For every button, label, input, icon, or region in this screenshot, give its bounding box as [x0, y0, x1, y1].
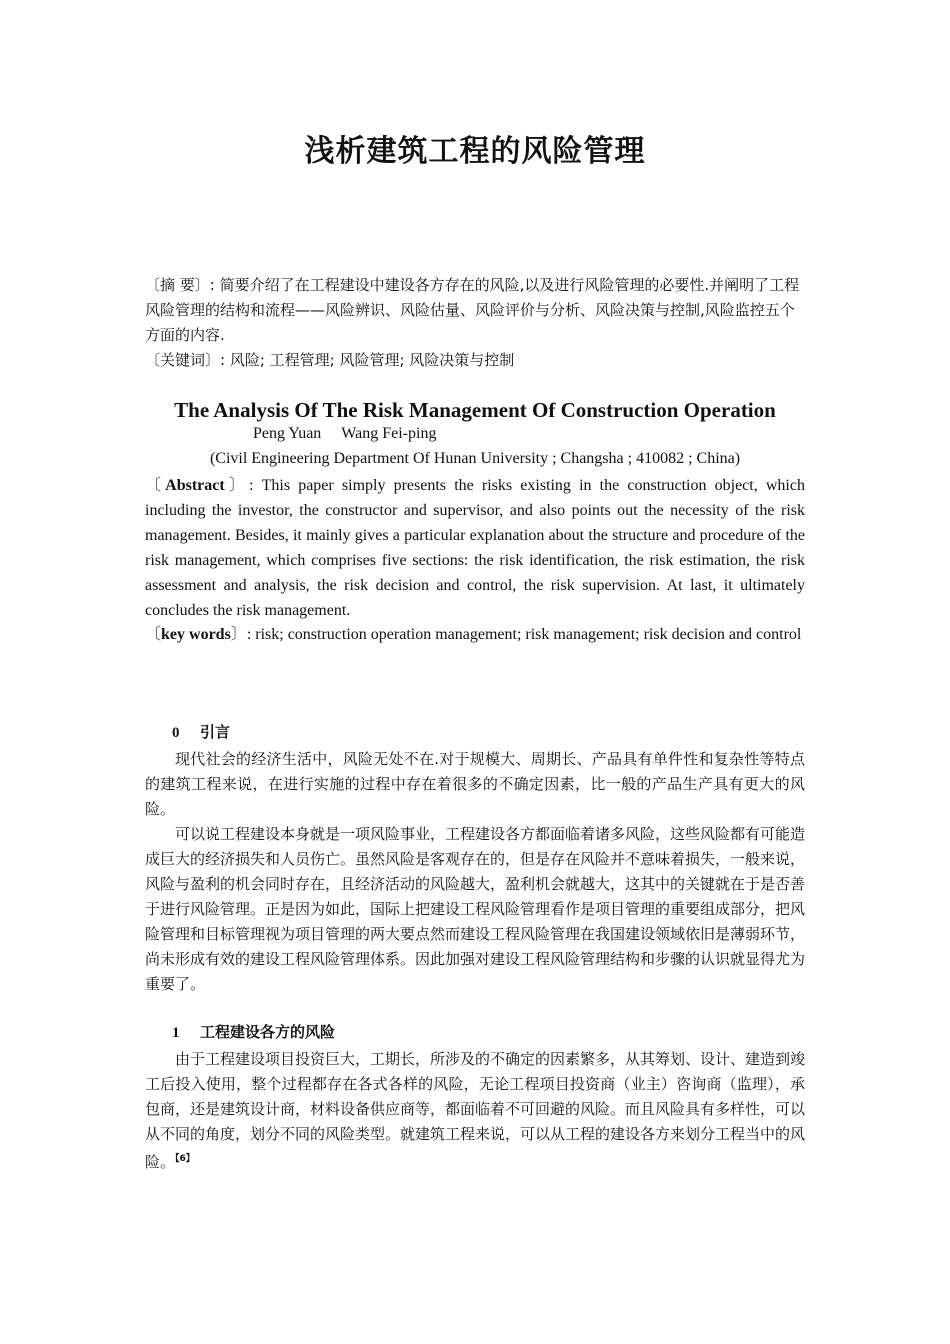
author-1: Peng Yuan: [253, 425, 322, 442]
section-title: 工程建设各方的风险: [200, 1023, 336, 1041]
paragraph: [145, 1047, 805, 1175]
section-heading-risks: [172, 1021, 335, 1042]
paragraph: 可以说工程建设本身就是一项风险事业，工程建设各方都面临着诸多风险，这些风险都有可能造成巨大的经济损失和人员伤亡。虽然风险是客观存在的，但是存在风险并不意味着损失，一般来说，风险与盈利的机会同时存在，且经济活动的风险越大，盈利机会就越大，这其中的关键就在于是否善于进行风险管理。正是因为如此，国际上把建设工程风险管理看作是项目管理的重要组成部分，把风险管理和目标管理视为项目管理的两大要点然而建设工程风险管理在我国建设领域依旧是薄弱环节，尚未形成有效的建设工程风险管理体系。因此加强对建设工程风险管理结构和步骤的认识就显得尤为重要了。: [145, 825, 806, 993]
section-title: 引言: [200, 723, 231, 741]
english-keywords: [145, 622, 805, 647]
chinese-keywords-text: 风险; 工程管理; 风险管理; 风险决策与控制: [225, 351, 515, 369]
section-number: 1: [172, 1025, 180, 1041]
chinese-abstract-label: 〔摘 要〕:: [145, 276, 215, 294]
citation-reference[interactable]: 【6】: [175, 1154, 195, 1164]
paper-title: 浅析建筑工程的风险管理: [304, 134, 646, 169]
english-abstract: [145, 473, 805, 623]
english-title: The Analysis Of The Risk Management Of Construction Operation: [174, 398, 776, 422]
section-heading-introduction: [172, 721, 230, 742]
abstract-bracket-close: 〕: [224, 477, 250, 494]
chinese-keywords: [145, 348, 805, 373]
affiliation: (Civil Engineering Department Of Hunan University ; Changsha ; 410082 ; China): [209, 450, 741, 467]
english-abstract-label: Abstract: [165, 477, 225, 494]
english-keywords-label: key words: [161, 626, 231, 643]
english-abstract-text: : This paper simply presents the risks existing in the construction object, which including the investor, the constructor and supervisor, and also points out the necessity of the risk management. Besides, it mainly gives a particular explanation about the structure and procedure of the risk management, which comprises five sections: the risk identification, the risk estimation, the risk assessment and analysis, the risk decision and control, the risk supervision. At last, it ultimately concludes the risk management.: [145, 477, 805, 619]
chinese-abstract: [145, 273, 805, 348]
abstract-bracket-open: 〔: [145, 477, 166, 494]
section-number: 0: [172, 725, 180, 741]
english-keywords-text: : risk; construction operation management; risk management; risk decision and control: [246, 626, 802, 643]
paragraph: 现代社会的经济生活中，风险无处不在.对于规模大、周期长、产品具有单件性和复杂性等特点的建筑工程来说，在进行实施的过程中存在着很多的不确定因素，比一般的产品生产具有更大的风险。: [145, 750, 805, 818]
paragraph-text: 由于工程建设项目投资巨大，工期长，所涉及的不确定的因素繁多，从其筹划、设计、建造到竣工后投入使用，整个过程都存在各式各样的风险，无论工程项目投资商（业主）咨询商（监理），承包商，还是建筑设计商，材料设备供应商等，都面临着不可回避的风险。而且风险具有多样性，可以从不同的角度，划分不同的风险类型。就建筑工程来说，可以从工程的建设各方来划分工程当中的风险。: [145, 1050, 806, 1171]
chinese-keywords-label: 〔关键词〕:: [145, 351, 226, 369]
keywords-bracket-close: 〕: [230, 626, 247, 643]
author-2: Wang Fei-ping: [341, 425, 437, 442]
chinese-abstract-text: 简要介绍了在工程建设中建设各方存在的风险,以及进行风险管理的必要性.并阐明了工程风险管理的结构和流程——风险辨识、风险估量、风险评价与分析、风险决策与控制,风险监控五个方面的内容.: [145, 276, 800, 344]
authors: [253, 425, 436, 443]
keywords-bracket-open: 〔: [145, 626, 162, 643]
